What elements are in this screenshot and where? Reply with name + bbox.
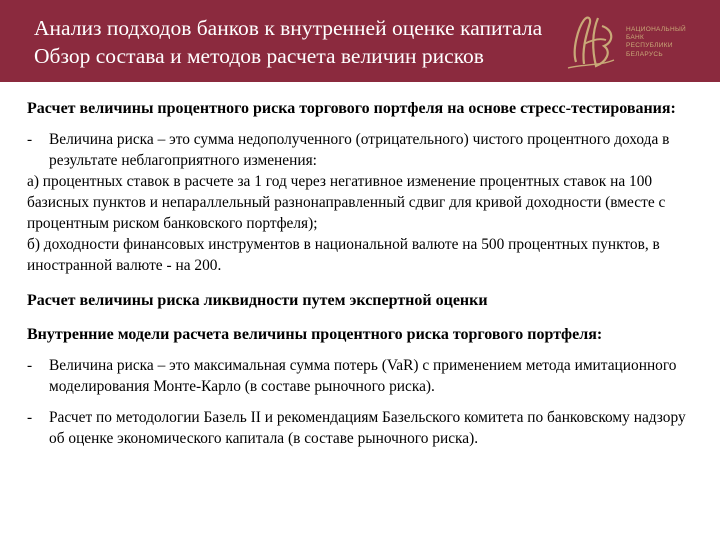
title-line-2: Обзор состава и методов расчета величин рисков (34, 44, 484, 68)
section-heading-internal-models: Внутренние модели расчета величины процентного риска торгового портфеля: (27, 326, 603, 343)
slide-body (27, 98, 697, 449)
bullet-text: Расчет по методологии Базель II и рекомендациям Базельского комитета по банковскому надзору об оценке экономического капитала (в составе рыночного риска). (49, 409, 686, 447)
bullet-dash: - (27, 357, 33, 374)
section-heading-liquidity: Расчет величины риска ликвидности путем экспертной оценки (27, 292, 488, 309)
bullet-dash: - (27, 409, 33, 426)
logo-line: БАНК (626, 34, 645, 42)
page-title (34, 14, 542, 70)
list-item (27, 355, 697, 397)
section-heading-stress-test: Расчет величины процентного риска торгового портфеля на основе стресс-тестирования: (27, 100, 676, 117)
logo-line: НАЦИОНАЛЬНЫЙ (626, 26, 686, 33)
title-line-1: Анализ подходов банков к внутренней оценке капитала (34, 16, 543, 40)
monogram-icon (562, 10, 620, 74)
list-item-a: а) процентных ставок в расчете за 1 год через негативное изменение процентных ставок на 100 базисных пунктов и непараллельный разнонаправленный сдвиг для кривой доходности (вместе с процентным риском банковского портфеля); (27, 173, 666, 232)
bank-logo (560, 10, 710, 74)
bullet-text: Величина риска – это сумма недополученного (отрицательного) чистого процентного дохода в результате неблагоприятного изменения: (49, 131, 670, 169)
bullet-text: Величина риска – это максимальная сумма потерь (VaR) с применением метода имитационного моделирования Монте-Карло (в составе рыночного риска). (49, 357, 677, 395)
list-item (27, 129, 697, 171)
list-item-b: б) доходности финансовых инструментов в национальной валюте на 500 процентных пунктов, в иностранной валюте - на 200. (27, 236, 660, 274)
header-bar (0, 0, 720, 82)
logo-text (626, 26, 686, 59)
logo-line: РЕСПУБЛИКИ (626, 42, 673, 50)
list-item (27, 407, 697, 449)
bullet-dash: - (27, 131, 33, 148)
logo-line: БЕЛАРУСЬ (626, 50, 663, 58)
